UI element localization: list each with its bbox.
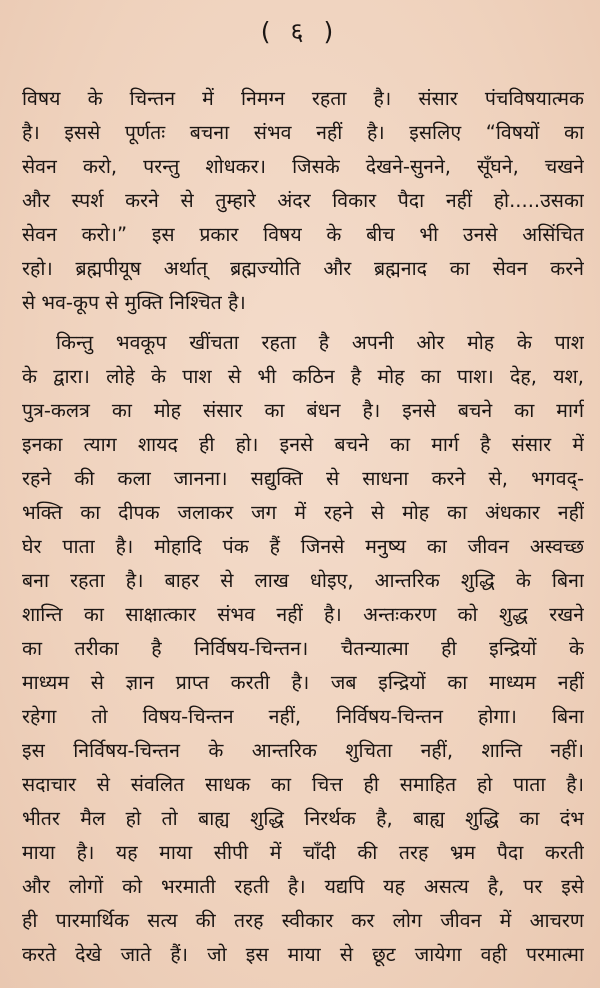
text-line: इस निर्विषय-चिन्तन के आन्तरिक शुचिता नहीं, शान्ति नहीं। <box>22 739 584 762</box>
text-line: रहेगा तो विषय-चिन्तन नहीं, निर्विषय-चिन्तन होगा। बिना <box>22 705 584 728</box>
text-line: किन्तु भवकूप खींचता रहता है अपनी ओर मोह के पाश <box>56 331 584 354</box>
text-line: से भव-कूप से मुक्ति निश्चित है। <box>22 291 246 314</box>
text-line: करते देखे जाते हैं। जो इस माया से छूट जायेगा वही परमात्मा <box>22 943 584 966</box>
text-line: के द्वारा। लोहे के पाश से भी कठिन है मोह का पाश। देह, यश, <box>22 365 584 388</box>
text-line: रहने की कला जानना। सद्युक्ति से साधना करने से, भगवद्- <box>22 467 584 490</box>
text-line: घेर पाता है। मोहादि पंक हैं जिनसे मनुष्य का जीवन अस्वच्छ <box>22 535 584 558</box>
text-line: सेवन करो।” इस प्रकार विषय के बीच भी उनसे असिंचित <box>22 223 584 246</box>
text-line: और स्पर्श करने से तुम्हारे अंदर विकार पैदा नहीं हो.....उसका <box>22 189 584 212</box>
text-line: का तरीका है निर्विषय-चिन्तन। चैतन्यात्मा ही इन्द्रियों के <box>22 637 584 660</box>
text-line: सेवन करो, परन्तु शोधकर। जिसके देखने-सुनने, सूँघने, चखने <box>22 155 584 178</box>
text-line: ही पारमार्थिक सत्य की तरह स्वीकार कर लोग जीवन में आचरण <box>22 909 584 932</box>
text-line: और लोगों को भरमाती रहती है। यद्यपि यह असत्य है, पर इसे <box>22 875 584 898</box>
text-line: रहो। ब्रह्मपीयूष अर्थात् ब्रह्मज्योति और ब्रह्मनाद का सेवन करने <box>22 257 584 280</box>
text-line: सदाचार से संवलित साधक का चित्त ही समाहित हो पाता है। <box>22 773 584 796</box>
text-line: भीतर मैल हो तो बाह्य शुद्धि निरर्थक है, बाह्य शुद्धि का दंभ <box>22 807 584 830</box>
text-line: भक्ति का दीपक जलाकर जग में रहने से मोह का अंधकार नहीं <box>22 501 584 524</box>
text-line: पुत्र-कलत्र का मोह संसार का बंधन है। इनसे बचने का मार्ग <box>22 399 584 422</box>
text-line: है। इससे पूर्णतः बचना संभव नहीं है। इसलिए “विषयों का <box>22 121 584 144</box>
text-line: बना रहता है। बाहर से लाख धोइए, आन्तरिक शुद्धि के बिना <box>22 569 584 592</box>
page-number: ( ६ ) <box>260 17 340 46</box>
text-line: शान्ति का साक्षात्कार संभव नहीं है। अन्तःकरण को शुद्ध रखने <box>22 603 584 626</box>
text-line: माया है। यह माया सीपी में चाँदी की तरह भ्रम पैदा करती <box>22 841 584 864</box>
text-line: माध्यम से ज्ञान प्राप्त करती है। जब इन्द्रियों का माध्यम नहीं <box>22 671 584 694</box>
text-line: इनका त्याग शायद ही हो। इनसे बचने का मार्ग है संसार में <box>22 433 584 456</box>
text-line: विषय के चिन्तन में निमग्न रहता है। संसार पंचविषयात्मक <box>22 87 584 110</box>
